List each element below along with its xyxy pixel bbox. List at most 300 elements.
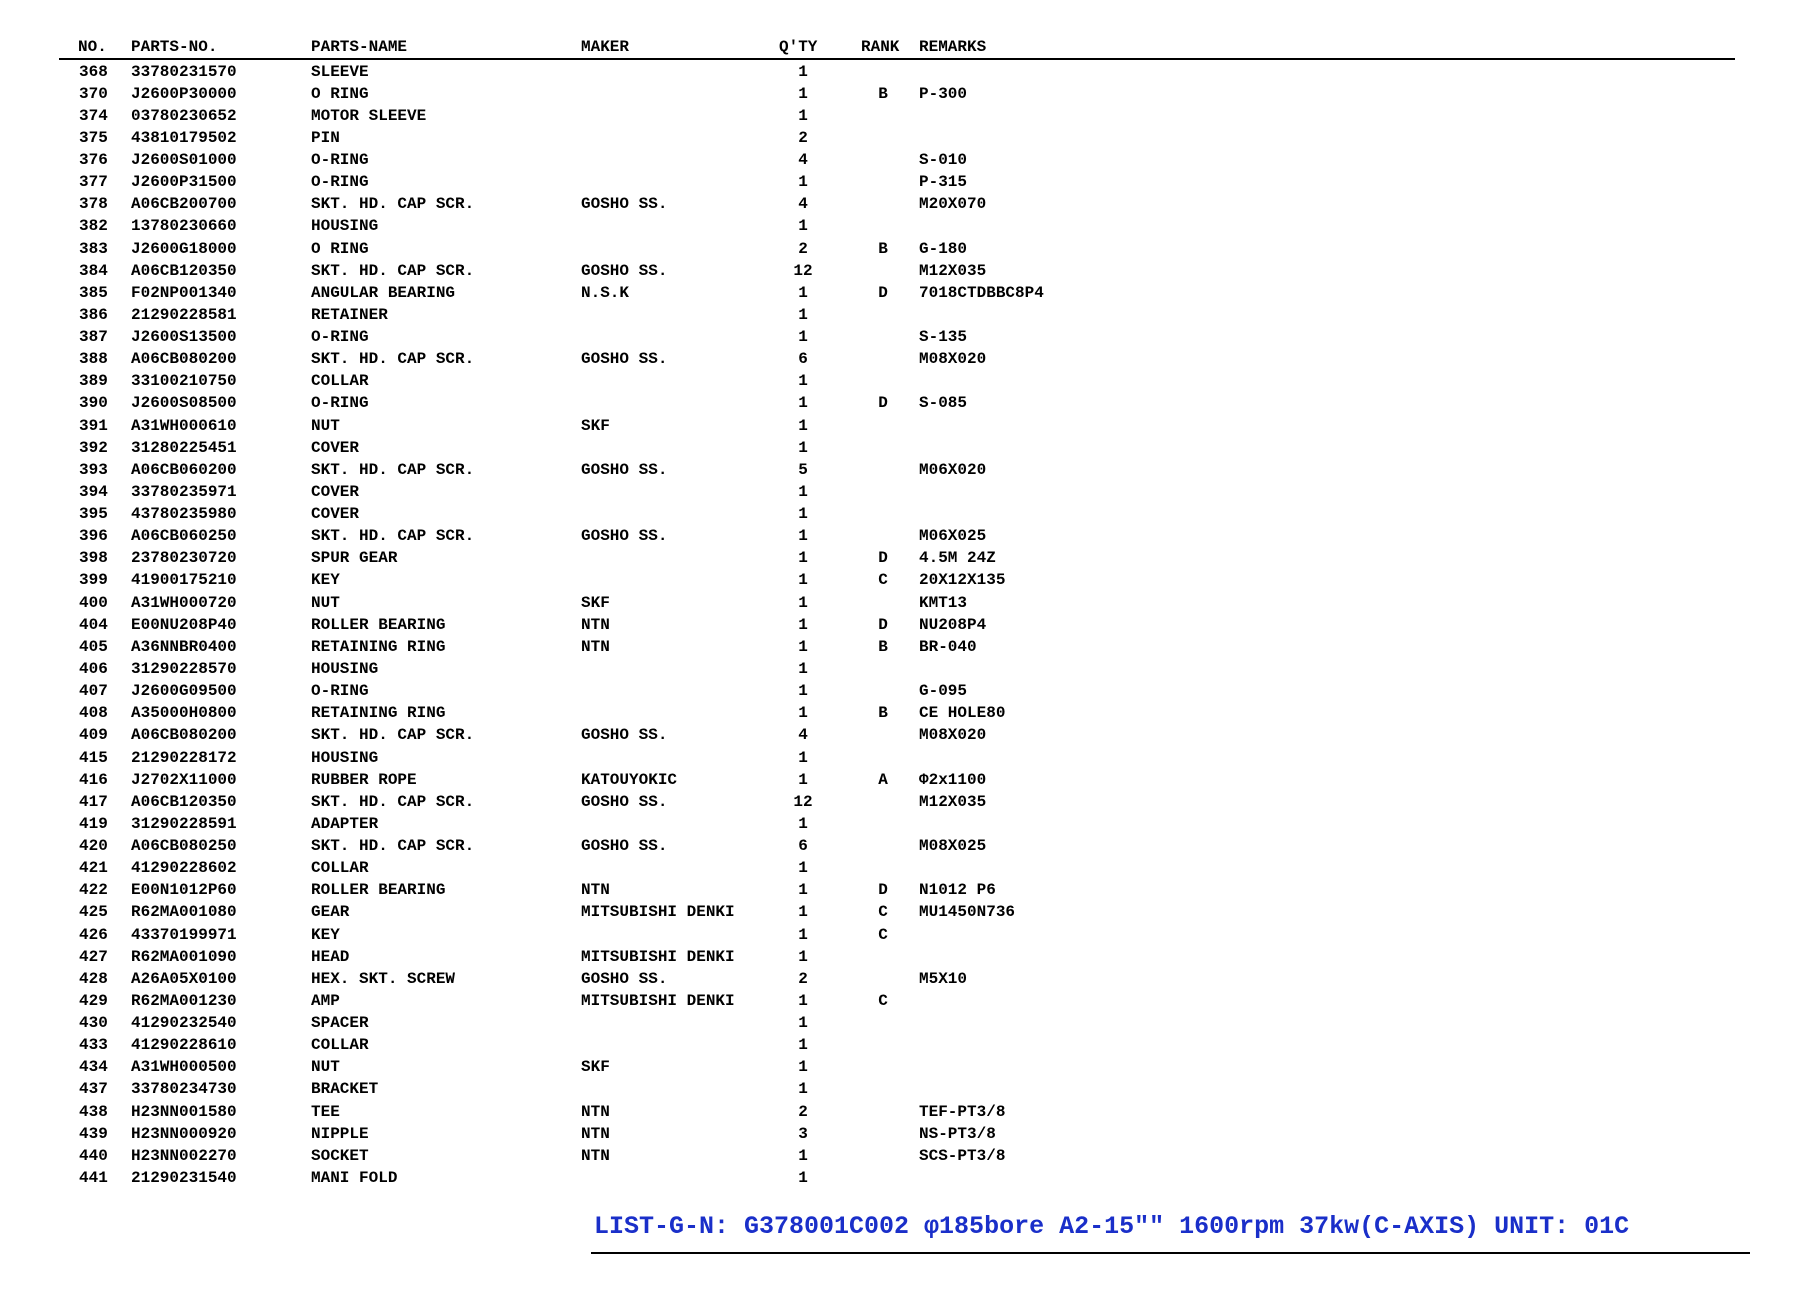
part-name: O-RING (311, 151, 369, 170)
part-qty: 5 (798, 460, 808, 479)
table-row (0, 569, 1800, 591)
part-no-index: 430 (79, 1014, 108, 1033)
part-remarks: BR-040 (919, 637, 977, 656)
table-row (0, 149, 1800, 171)
part-name: NUT (311, 593, 340, 612)
part-number: J2600S08500 (131, 394, 237, 413)
part-no-index: 378 (79, 195, 108, 214)
part-remarks: 20X12X135 (919, 571, 1006, 590)
part-qty: 1 (798, 549, 808, 568)
header-maker: MAKER (581, 38, 630, 56)
part-no-index: 406 (79, 660, 108, 678)
table-row (0, 835, 1800, 857)
part-number: A35000H0800 (131, 704, 237, 723)
part-remarks: P-300 (919, 84, 968, 103)
table-row (0, 924, 1800, 946)
table-row (0, 1145, 1800, 1167)
part-number: A06CB200700 (131, 195, 237, 214)
part-number: A06CB080250 (131, 837, 237, 856)
part-name: PIN (311, 128, 340, 147)
part-qty: 1 (798, 62, 808, 81)
part-no-index: 376 (79, 151, 108, 170)
part-qty: 1 (798, 660, 808, 678)
part-maker: NTN (581, 881, 610, 900)
part-qty: 1 (798, 770, 808, 789)
part-name: AMP (311, 991, 340, 1010)
part-name: COLLAR (311, 1036, 369, 1055)
part-maker: GOSHO SS. (581, 195, 668, 214)
part-no-index: 394 (79, 482, 108, 501)
part-name: O RING (311, 84, 369, 103)
part-maker: NTN (581, 615, 610, 634)
part-no-index: 416 (79, 770, 108, 789)
part-number: 41900175210 (131, 571, 237, 590)
part-no-index: 399 (79, 571, 108, 590)
table-row (0, 1034, 1800, 1056)
table-row (0, 503, 1800, 525)
part-no-index: 433 (79, 1036, 108, 1055)
table-row (0, 525, 1800, 547)
part-remarks: M08X020 (919, 726, 987, 745)
part-number: 33780234730 (131, 1080, 237, 1099)
part-name: COVER (311, 505, 360, 524)
part-rank: D (878, 615, 888, 634)
part-name: O-RING (311, 682, 369, 701)
part-name: COLLAR (311, 859, 369, 878)
part-qty: 1 (798, 482, 808, 501)
part-qty: 1 (798, 637, 808, 656)
part-remarks: M12X035 (919, 792, 987, 811)
part-name: TEE (311, 1102, 340, 1121)
part-qty: 1 (798, 947, 808, 966)
header-no: NO. (78, 38, 107, 56)
part-name: NUT (311, 1058, 340, 1077)
part-number: 21290228581 (131, 305, 237, 324)
header-remarks: REMARKS (919, 38, 987, 56)
part-qty: 1 (798, 1169, 808, 1187)
table-row (0, 1012, 1800, 1034)
part-qty: 1 (798, 84, 808, 103)
part-qty: 6 (798, 350, 808, 369)
part-remarks: S-010 (919, 151, 968, 170)
part-no-index: 427 (79, 947, 108, 966)
part-qty: 1 (798, 305, 808, 324)
part-no-index: 437 (79, 1080, 108, 1099)
part-name: SKT. HD. CAP SCR. (311, 792, 475, 811)
part-qty: 2 (798, 128, 808, 147)
part-maker: KATOUYOKIC (581, 770, 678, 789)
part-no-index: 404 (79, 615, 108, 634)
part-remarks: M20X070 (919, 195, 987, 214)
part-maker: GOSHO SS. (581, 726, 668, 745)
part-no-index: 426 (79, 925, 108, 944)
part-rank: D (878, 881, 888, 900)
part-name: ANGULAR BEARING (311, 283, 456, 302)
part-no-index: 438 (79, 1102, 108, 1121)
part-qty: 4 (798, 151, 808, 170)
part-qty: 1 (798, 593, 808, 612)
part-name: MOTOR SLEEVE (311, 106, 427, 125)
part-name: ADAPTER (311, 814, 379, 833)
table-row (0, 747, 1800, 769)
part-no-index: 405 (79, 637, 108, 656)
table-row (0, 636, 1800, 658)
table-row (0, 946, 1800, 968)
part-maker: MITSUBISHI DENKI (581, 903, 735, 922)
part-number: E00NU208P40 (131, 615, 237, 634)
part-maker: N.S.K (581, 283, 630, 302)
part-no-index: 439 (79, 1124, 108, 1143)
part-number: 41290232540 (131, 1014, 237, 1033)
part-name: SKT. HD. CAP SCR. (311, 527, 475, 546)
part-number: 41290228602 (131, 859, 237, 878)
part-maker: GOSHO SS. (581, 527, 668, 546)
part-remarks: S-085 (919, 394, 968, 413)
table-row (0, 879, 1800, 901)
part-number: 31290228591 (131, 814, 237, 833)
part-number: 13780230660 (131, 217, 237, 236)
part-number: H23NN000920 (131, 1124, 237, 1143)
part-number: 23780230720 (131, 549, 237, 568)
part-number: 21290228172 (131, 748, 237, 767)
part-no-index: 382 (79, 217, 108, 236)
part-rank: B (878, 704, 888, 723)
part-no-index: 428 (79, 969, 108, 988)
part-rank: B (878, 637, 888, 656)
part-remarks: P-315 (919, 173, 968, 192)
footer-divider (591, 1252, 1750, 1254)
part-no-index: 370 (79, 84, 108, 103)
part-qty: 1 (798, 704, 808, 723)
part-number: R62MA001090 (131, 947, 237, 966)
table-row (0, 547, 1800, 569)
part-name: RETAINER (311, 305, 388, 324)
part-no-index: 441 (79, 1169, 108, 1187)
part-maker: MITSUBISHI DENKI (581, 991, 735, 1010)
part-name: KEY (311, 571, 340, 590)
part-qty: 6 (798, 837, 808, 856)
part-remarks: S-135 (919, 328, 968, 347)
part-no-index: 421 (79, 859, 108, 878)
part-maker: NTN (581, 1124, 610, 1143)
part-no-index: 387 (79, 328, 108, 347)
part-no-index: 389 (79, 372, 108, 391)
part-number: J2600P30000 (131, 84, 237, 103)
table-row (0, 437, 1800, 459)
table-row (0, 614, 1800, 636)
part-remarks: M08X025 (919, 837, 987, 856)
part-name: HEAD (311, 947, 350, 966)
part-remarks: TEF-PT3/8 (919, 1102, 1006, 1121)
table-row (0, 260, 1800, 282)
part-rank: C (878, 925, 888, 944)
part-number: H23NN002270 (131, 1146, 237, 1165)
part-number: A36NNBR0400 (131, 637, 237, 656)
part-no-index: 440 (79, 1146, 108, 1165)
part-qty: 1 (798, 859, 808, 878)
part-remarks: CE HOLE80 (919, 704, 1006, 723)
part-no-index: 409 (79, 726, 108, 745)
part-no-index: 377 (79, 173, 108, 192)
part-name: GEAR (311, 903, 350, 922)
part-maker: NTN (581, 1102, 610, 1121)
part-name: RUBBER ROPE (311, 770, 417, 789)
part-name: ROLLER BEARING (311, 881, 446, 900)
part-qty: 2 (798, 239, 808, 258)
table-row (0, 901, 1800, 923)
part-number: J2702X11000 (131, 770, 237, 789)
header-rank: RANK (861, 38, 900, 56)
table-header (0, 36, 1800, 58)
part-rank: C (878, 903, 888, 922)
part-maker: GOSHO SS. (581, 969, 668, 988)
part-no-index: 415 (79, 748, 108, 767)
table-row (0, 857, 1800, 879)
part-number: 33780235971 (131, 482, 237, 501)
table-row (0, 171, 1800, 193)
part-no-index: 429 (79, 991, 108, 1010)
part-remarks: M06X025 (919, 527, 987, 546)
part-qty: 1 (798, 1146, 808, 1165)
part-number: A31WH000720 (131, 593, 237, 612)
part-maker: GOSHO SS. (581, 350, 668, 369)
part-remarks: N1012 P6 (919, 881, 996, 900)
part-qty: 1 (798, 1036, 808, 1055)
table-row (0, 813, 1800, 835)
part-no-index: 400 (79, 593, 108, 612)
part-qty: 1 (798, 438, 808, 457)
part-name: COLLAR (311, 372, 369, 391)
part-number: J2600S01000 (131, 151, 237, 170)
part-remarks: M5X10 (919, 969, 968, 988)
part-name: MANI FOLD (311, 1169, 398, 1187)
table-row (0, 968, 1800, 990)
part-remarks: M12X035 (919, 261, 987, 280)
part-rank: D (878, 549, 888, 568)
part-no-index: 419 (79, 814, 108, 833)
part-no-index: 422 (79, 881, 108, 900)
part-qty: 1 (798, 903, 808, 922)
part-rank: B (878, 84, 888, 103)
part-number: 43810179502 (131, 128, 237, 147)
part-number: A06CB080200 (131, 350, 237, 369)
part-remarks: Φ2x1100 (919, 770, 987, 789)
part-no-index: 434 (79, 1058, 108, 1077)
part-name: SKT. HD. CAP SCR. (311, 261, 475, 280)
part-number: A06CB120350 (131, 261, 237, 280)
part-number: R62MA001080 (131, 903, 237, 922)
part-remarks: M06X020 (919, 460, 987, 479)
part-qty: 1 (798, 881, 808, 900)
part-qty: 1 (798, 991, 808, 1010)
part-number: A06CB060250 (131, 527, 237, 546)
part-qty: 1 (798, 1014, 808, 1033)
part-no-index: 390 (79, 394, 108, 413)
part-qty: 1 (798, 571, 808, 590)
part-number: F02NP001340 (131, 283, 237, 302)
part-qty: 12 (793, 261, 813, 280)
part-maker: GOSHO SS. (581, 460, 668, 479)
table-row (0, 1101, 1800, 1123)
part-qty: 1 (798, 527, 808, 546)
table-row (0, 1078, 1800, 1100)
part-number: 33100210750 (131, 372, 237, 391)
part-name: ROLLER BEARING (311, 615, 446, 634)
table-row (0, 415, 1800, 437)
part-number: A31WH000610 (131, 416, 237, 435)
part-maker: GOSHO SS. (581, 261, 668, 280)
part-name: HOUSING (311, 217, 379, 236)
part-remarks: G-095 (919, 682, 968, 701)
part-name: O-RING (311, 394, 369, 413)
table-row (0, 658, 1800, 680)
table-row (0, 127, 1800, 149)
part-remarks: NS-PT3/8 (919, 1124, 996, 1143)
part-qty: 12 (793, 792, 813, 811)
part-remarks: SCS-PT3/8 (919, 1146, 1006, 1165)
table-row (0, 769, 1800, 791)
table-row (0, 370, 1800, 392)
part-number: R62MA001230 (131, 991, 237, 1010)
part-qty: 1 (798, 328, 808, 347)
table-row (0, 215, 1800, 237)
part-number: E00N1012P60 (131, 881, 237, 900)
part-qty: 3 (798, 1124, 808, 1143)
part-number: A06CB060200 (131, 460, 237, 479)
part-remarks: 4.5M 24Z (919, 549, 996, 568)
header-qty: Q'TY (779, 38, 818, 56)
part-maker: MITSUBISHI DENKI (581, 947, 735, 966)
part-no-index: 393 (79, 460, 108, 479)
part-qty: 1 (798, 106, 808, 125)
part-number: 31280225451 (131, 438, 237, 457)
table-row (0, 348, 1800, 370)
table-row (0, 61, 1800, 83)
part-no-index: 392 (79, 438, 108, 457)
table-row (0, 1056, 1800, 1078)
part-name: HEX. SKT. SCREW (311, 969, 456, 988)
part-remarks: KMT13 (919, 593, 968, 612)
part-no-index: 385 (79, 283, 108, 302)
part-rank: A (878, 770, 888, 789)
part-name: COVER (311, 482, 360, 501)
part-name: O-RING (311, 328, 369, 347)
part-remarks: M08X020 (919, 350, 987, 369)
part-no-index: 388 (79, 350, 108, 369)
table-row (0, 459, 1800, 481)
header-parts-no: PARTS-NO. (131, 38, 218, 56)
part-rank: D (878, 283, 888, 302)
part-name: RETAINING RING (311, 704, 446, 723)
part-remarks: G-180 (919, 239, 968, 258)
part-remarks: NU208P4 (919, 615, 987, 634)
table-row (0, 193, 1800, 215)
part-qty: 1 (798, 394, 808, 413)
part-name: SKT. HD. CAP SCR. (311, 837, 475, 856)
part-maker: GOSHO SS. (581, 837, 668, 856)
part-name: HOUSING (311, 748, 379, 767)
part-name: O-RING (311, 173, 369, 192)
part-remarks: MU1450N736 (919, 903, 1016, 922)
part-qty: 4 (798, 195, 808, 214)
part-number: A06CB080200 (131, 726, 237, 745)
part-rank: C (878, 571, 888, 590)
part-number: J2600G18000 (131, 239, 237, 258)
table-row (0, 238, 1800, 260)
part-no-index: 408 (79, 704, 108, 723)
part-rank: C (878, 991, 888, 1010)
part-maker: SKF (581, 593, 610, 612)
part-number: A06CB120350 (131, 792, 237, 811)
part-qty: 1 (798, 283, 808, 302)
part-no-index: 383 (79, 239, 108, 258)
part-number: A26A05X0100 (131, 969, 237, 988)
part-qty: 1 (798, 814, 808, 833)
part-name: SKT. HD. CAP SCR. (311, 195, 475, 214)
part-name: COVER (311, 438, 360, 457)
part-name: SOCKET (311, 1146, 369, 1165)
table-row (0, 105, 1800, 127)
part-no-index: 425 (79, 903, 108, 922)
part-no-index: 417 (79, 792, 108, 811)
part-number: H23NN001580 (131, 1102, 237, 1121)
part-no-index: 396 (79, 527, 108, 546)
part-no-index: 386 (79, 305, 108, 324)
table-row (0, 702, 1800, 724)
table-row (0, 1167, 1800, 1189)
table-row (0, 990, 1800, 1012)
part-name: KEY (311, 925, 340, 944)
list-footer-title: LIST-G-N: G378001C002 φ185bore A2-15"" 1600rpm 37kw(C-AXIS) UNIT: 01C (594, 1212, 1630, 1241)
part-name: O RING (311, 239, 369, 258)
part-name: SPACER (311, 1014, 369, 1033)
part-name: HOUSING (311, 660, 379, 678)
part-no-index: 398 (79, 549, 108, 568)
part-no-index: 395 (79, 505, 108, 524)
part-qty: 1 (798, 925, 808, 944)
part-no-index: 374 (79, 106, 108, 125)
part-maker: SKF (581, 416, 610, 435)
part-number: J2600P31500 (131, 173, 237, 192)
part-name: RETAINING RING (311, 637, 446, 656)
part-qty: 2 (798, 969, 808, 988)
part-name: SKT. HD. CAP SCR. (311, 460, 475, 479)
part-number: J2600G09500 (131, 682, 237, 701)
part-name: SPUR GEAR (311, 549, 398, 568)
part-no-index: 420 (79, 837, 108, 856)
part-qty: 1 (798, 173, 808, 192)
part-maker: SKF (581, 1058, 610, 1077)
part-maker: NTN (581, 637, 610, 656)
part-name: SLEEVE (311, 62, 369, 81)
part-no-index: 375 (79, 128, 108, 147)
part-number: A31WH000500 (131, 1058, 237, 1077)
part-number: 43370199971 (131, 925, 237, 944)
part-number: J2600S13500 (131, 328, 237, 347)
part-no-index: 407 (79, 682, 108, 701)
table-row (0, 326, 1800, 348)
part-number: 21290231540 (131, 1169, 237, 1187)
part-name: NIPPLE (311, 1124, 369, 1143)
part-rank: D (878, 394, 888, 413)
table-row (0, 791, 1800, 813)
part-qty: 1 (798, 748, 808, 767)
part-maker: GOSHO SS. (581, 792, 668, 811)
part-qty: 2 (798, 1102, 808, 1121)
part-qty: 1 (798, 505, 808, 524)
part-qty: 1 (798, 615, 808, 634)
table-row (0, 481, 1800, 503)
